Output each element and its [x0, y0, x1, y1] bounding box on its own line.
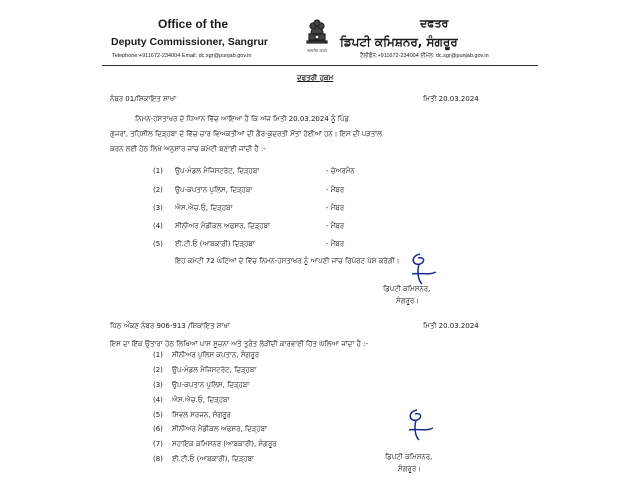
- recipient-name: ਸਹਾਇਕ ਕਮਿਸ਼ਨਰ (ਆਬਕਾਰੀ), ਸੰਗਰੂਰ: [172, 440, 277, 448]
- office-label-pa: ਦਫਤਰ: [420, 17, 449, 30]
- committee-num: (1): [153, 167, 163, 175]
- committee-role: - ਚੇਅਰਮੈਨ: [326, 167, 355, 175]
- contact-pa: ਟੈਲੀਫੋਨ:+911672-234004 ਈਮੇਲ: dc.sgr@punjab.gov.in: [360, 53, 489, 59]
- endorsement-number: ਪਿੱਠ ਅੰਕਣ ਨੰਬਰ 906-913 /ਸ਼ਿਕਾਇਤ ਸ਼ਾਖਾ: [110, 322, 230, 330]
- recipient-name: ਸੀਨੀਅਰ ਮੈਡੀਕਲ ਅਫਸਰ, ਦਿੜ੍ਹਬਾ: [172, 425, 268, 433]
- recipient-name: ਉਪ-ਕਪਤਾਨ ਪੁਲਿਸ, ਦਿੜ੍ਹਬਾ: [172, 381, 250, 389]
- signature-place: ਸੰਗਰੂਰ।: [396, 297, 419, 305]
- recipient-name: ਉਪ-ਮੰਡਲ ਮੈਜਿਸਟਰੇਟ, ਦਿੜ੍ਹਬਾ: [172, 366, 257, 374]
- order-date: ਮਿਤੀ 20.03.2024: [423, 95, 479, 103]
- recipient-name: ਸੀਨੀਅਰ ਪੁਲਿਸ ਕਪਤਾਨ, ਸੰਗਰੂਰ: [172, 351, 260, 359]
- handwritten-signature-icon: [392, 250, 452, 290]
- state-emblem-icon: [301, 14, 333, 58]
- committee-role: - ਮੈਂਬਰ: [326, 222, 345, 230]
- recipient-name: ਸਿਵਲ ਸਰਜਨ, ਸੰਗਰੂਰ: [172, 411, 231, 419]
- order-number: ਨੰਬਰ 01/ਸ਼ਿਕਾਇਤ ਸ਼ਾਖਾ: [110, 95, 177, 103]
- endorsement-intro: ਇਸ ਦਾ ਇੱਕ ਉਤਾਰਾ ਹੇਠ ਲਿਖਿਆਂ ਪਾਸ ਸੂਚਨਾ ਅਤੇ ਤੁਰੰਤ ਲੋੜੀਂਦੀ ਕਾਰਵਾਈ ਹਿੱਤ ਘੱਲਿਆ ਜਾਂਦਾ ਹੈ :-: [110, 340, 369, 348]
- recipient-num: (1): [153, 351, 163, 359]
- svg-text:सत्यमेव जयते: सत्यमेव जयते: [307, 48, 327, 53]
- committee-role: - ਮੈਂਬਰ: [326, 204, 345, 212]
- signature-designation: ਡਿਪਟੀ ਕਮਿਸ਼ਨਰ,: [383, 285, 431, 293]
- committee-num: (2): [153, 186, 163, 194]
- order-title: ਦਫਤਰੀ ਹੁਕਮ: [297, 74, 334, 82]
- order-para-line-2: ਗੁਜਰਾਂ, ਤਹਿਸੀਲ ਦਿੜ੍ਹਬਾ ਦੇ ਵਿੱਚ ਚਾਰ ਵਿਅਕਤੀਆਂ ਦੀ ਗੈਰ-ਕੁਦਰਤੀ ਮੌਤਾਂ ਹੋਈਆਂ ਹਨ। ਇਸ ਦੀ ਪੜਤਾਲ: [110, 130, 382, 138]
- committee-num: (3): [153, 204, 163, 212]
- recipient-num: (4): [153, 396, 163, 404]
- office-name-en: Deputy Commissioner, Sangrur: [111, 36, 268, 48]
- committee-role: - ਮੈਂਬਰ: [326, 186, 345, 194]
- committee-name: ਉਪ-ਮੰਡਲ ਮੈਜਿਸਟਰੇਟ, ਦਿੜ੍ਹਬਾ: [175, 167, 260, 175]
- signature-place: ਸੰਗਰੂਰ।: [398, 465, 421, 473]
- recipient-num: (5): [153, 411, 163, 419]
- recipient-name: ਐਸ.ਐਚ.ਓ, ਦਿੜ੍ਹਬਾ: [172, 396, 230, 404]
- order-para-line-3: ਕਰਨ ਲਈ ਹੇਠ ਲਿਖੇ ਅਨੁਸਾਰ ਜਾਂਚ ਕਮੇਟੀ ਬਣਾਈ ਜਾਂਦੀ ਹੈ :-: [110, 145, 266, 153]
- recipient-num: (6): [153, 425, 163, 433]
- committee-num: (5): [153, 240, 163, 248]
- handwritten-signature-icon: [385, 406, 445, 446]
- endorsement-date: ਮਿਤੀ 20.03.2024: [423, 322, 479, 330]
- committee-role: - ਮੈਂਬਰ: [326, 240, 345, 248]
- committee-name: ਐਸ.ਐਚ.ਓ, ਦਿੜ੍ਹਬਾ: [175, 204, 233, 212]
- recipient-num: (3): [153, 381, 163, 389]
- committee-name: ਈ.ਟੀ.ਓ (ਆਬਕਾਰੀ) ਦਿੜ੍ਹਬਾ: [175, 240, 255, 248]
- committee-name: ਉਪ-ਕਪਤਾਨ ਪੁਲਿਸ, ਦਿੜ੍ਹਬਾ: [175, 186, 253, 194]
- office-label-en: Office of the: [158, 17, 229, 31]
- recipient-num: (7): [153, 440, 163, 448]
- office-name-pa: ਡਿਪਟੀ ਕਮਿਸ਼ਨਰ, ਸੰਗਰੂਰ: [340, 35, 458, 49]
- committee-name: ਸੀਨੀਅਰ ਮੈਡੀਕਲ ਅਫਸਰ, ਦਿੜ੍ਹਬਾ: [175, 222, 271, 230]
- order-closing: ਇਹ ਕਮੇਟੀ 72 ਘੰਟਿਆਂ ਦੇ ਵਿੱਚ ਨਿਮਨ-ਹਸਤਾਖਰ ਨੂੰ ਆਪਣੀ ਜਾਂਚ ਰਿਪੋਰਟ ਪੇਸ਼ ਕਰੇਗੀ।: [175, 257, 400, 265]
- recipient-num: (2): [153, 366, 163, 374]
- contact-en: Telephone:+911672-234004 Email: dc.sgr@punjab.gov.in: [112, 53, 252, 59]
- signature-designation: ਡਿਪਟੀ ਕਮਿਸ਼ਨਰ,: [385, 453, 433, 461]
- recipient-name: ਈ.ਟੀ.ਓ (ਆਬਕਾਰੀ), ਦਿੜ੍ਹਬਾ: [172, 455, 255, 463]
- recipient-num: (8): [153, 455, 163, 463]
- header-divider: [102, 65, 538, 66]
- committee-num: (4): [153, 222, 163, 230]
- order-para-line-1: ਨਿਮਨ-ਹਸਤਾਖਰ ਦੇ ਧਿਆਨ ਵਿੱਚ ਆਇਆ ਹੈ ਕਿ ਅੱਜ ਮਿਤੀ 20.03.2024 ਨੂੰ ਪਿੰਡ: [135, 115, 350, 123]
